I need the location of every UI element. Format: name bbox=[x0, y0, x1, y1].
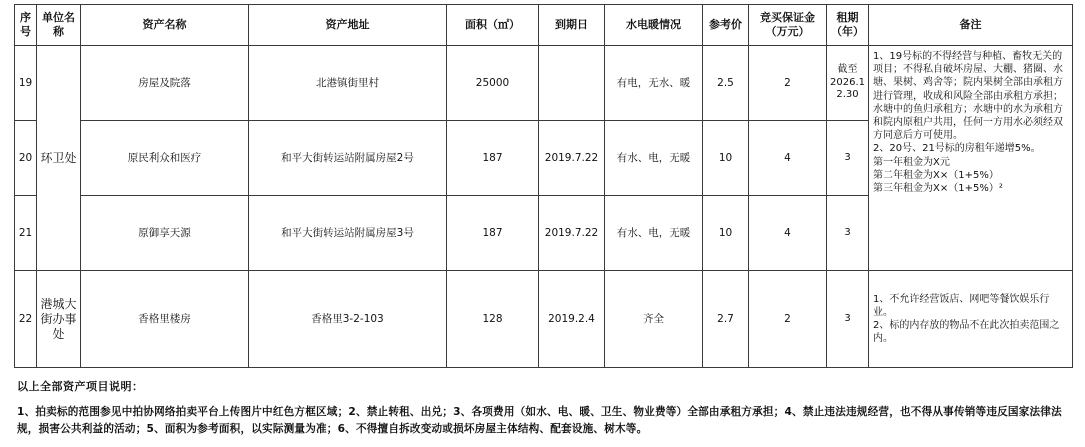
cell-address: 和平大街转运站附属房屋3号 bbox=[249, 196, 447, 271]
cell-due: 2019.7.22 bbox=[539, 196, 605, 271]
header-due: 到期日 bbox=[539, 5, 605, 46]
cell-address: 和平大街转运站附属房屋2号 bbox=[249, 121, 447, 196]
cell-deposit: 2 bbox=[749, 46, 827, 121]
cell-asset: 香格里楼房 bbox=[81, 271, 249, 368]
cell-no: 20 bbox=[15, 121, 37, 196]
cell-address: 香格里3-2-103 bbox=[249, 271, 447, 368]
cell-utilities: 有电，无水、暖 bbox=[605, 46, 703, 121]
cell-price: 2.5 bbox=[703, 46, 749, 121]
cell-no: 21 bbox=[15, 196, 37, 271]
table-header-row bbox=[15, 5, 1073, 46]
cell-area: 187 bbox=[447, 121, 539, 196]
footer-title: 以上全部资产项目说明： bbox=[17, 380, 144, 393]
header-address: 资产地址 bbox=[249, 5, 447, 46]
cell-term: 3 bbox=[827, 196, 869, 271]
header-deposit: 竞买保证金（万元） bbox=[749, 5, 827, 46]
cell-deposit: 4 bbox=[749, 196, 827, 271]
cell-due: 2019.7.22 bbox=[539, 121, 605, 196]
cell-due bbox=[539, 46, 605, 121]
cell-address: 北港镇街里村 bbox=[249, 46, 447, 121]
cell-no: 19 bbox=[15, 46, 37, 121]
cell-price: 10 bbox=[703, 121, 749, 196]
cell-term: 3 bbox=[827, 271, 869, 368]
table-row bbox=[15, 46, 1073, 121]
cell-unit: 环卫处 bbox=[37, 46, 81, 271]
cell-asset: 原御享天源 bbox=[81, 196, 249, 271]
cell-unit: 港城大街办事处 bbox=[37, 271, 81, 368]
header-unit: 单位名称 bbox=[37, 5, 81, 46]
header-asset: 资产名称 bbox=[81, 5, 249, 46]
header-price: 参考价 bbox=[703, 5, 749, 46]
cell-asset: 房屋及院落 bbox=[81, 46, 249, 121]
cell-deposit: 2 bbox=[749, 271, 827, 368]
cell-area: 25000 bbox=[447, 46, 539, 121]
cell-utilities: 有水、电，无暖 bbox=[605, 196, 703, 271]
header-term: 租期（年） bbox=[827, 5, 869, 46]
cell-term: 3 bbox=[827, 121, 869, 196]
footer-body: 1、拍卖标的范围参见中拍协网络拍卖平台上传图片中红色方框区域；2、禁止转租、出兑；3、各项费用（如水、电、暖、卫生、物业费等）全部由承租方承担；4、禁止违法违规经营，也不得从事传销等违反国家法律法规，损害公共利益的活动；5、面积为参考面积，以实际测量为准；6、不得擅自拆改变动或损坏房屋主体结构、配套设施、树木等。 bbox=[17, 406, 1062, 435]
cell-due: 2019.2.4 bbox=[539, 271, 605, 368]
header-area: 面积（㎡） bbox=[447, 5, 539, 46]
cell-area: 128 bbox=[447, 271, 539, 368]
cell-term: 截至 2026.1 2.30 bbox=[827, 46, 869, 121]
cell-area: 187 bbox=[447, 196, 539, 271]
cell-notes: 1、不允许经营饭店、网吧等餐饮娱乐行业。 2、标的内存放的物品不在此次拍卖范围之内。 bbox=[869, 271, 1073, 368]
cell-utilities: 有水、电，无暖 bbox=[605, 121, 703, 196]
table-row bbox=[15, 271, 1073, 368]
cell-no: 22 bbox=[15, 271, 37, 368]
cell-asset: 原民利众和医疗 bbox=[81, 121, 249, 196]
cell-price: 2.7 bbox=[703, 271, 749, 368]
header-notes: 备注 bbox=[869, 5, 1073, 46]
header-utilities: 水电暖情况 bbox=[605, 5, 703, 46]
asset-table bbox=[14, 4, 1073, 368]
cell-utilities: 齐全 bbox=[605, 271, 703, 368]
cell-deposit: 4 bbox=[749, 121, 827, 196]
header-no: 序号 bbox=[15, 5, 37, 46]
cell-price: 10 bbox=[703, 196, 749, 271]
cell-notes: 1、19号标的不得经营与种植、畜牧无关的项目；不得私自破坏房屋、大棚、猪圈、水塘、果树、鸡舍等；院内果树全部由承租方进行管理，收成和风险全部由承租方承担；水塘中的鱼归承租方；水塘中的水为承租方和院内原租户共用，任何一方用水必须经双方同意后方可使用。 2、20号、21号标的房租年递增5%。 第一年租金为X元 第二年租金为X×（1+5%） 第三年租金为X×（1+5%）² bbox=[869, 46, 1073, 271]
